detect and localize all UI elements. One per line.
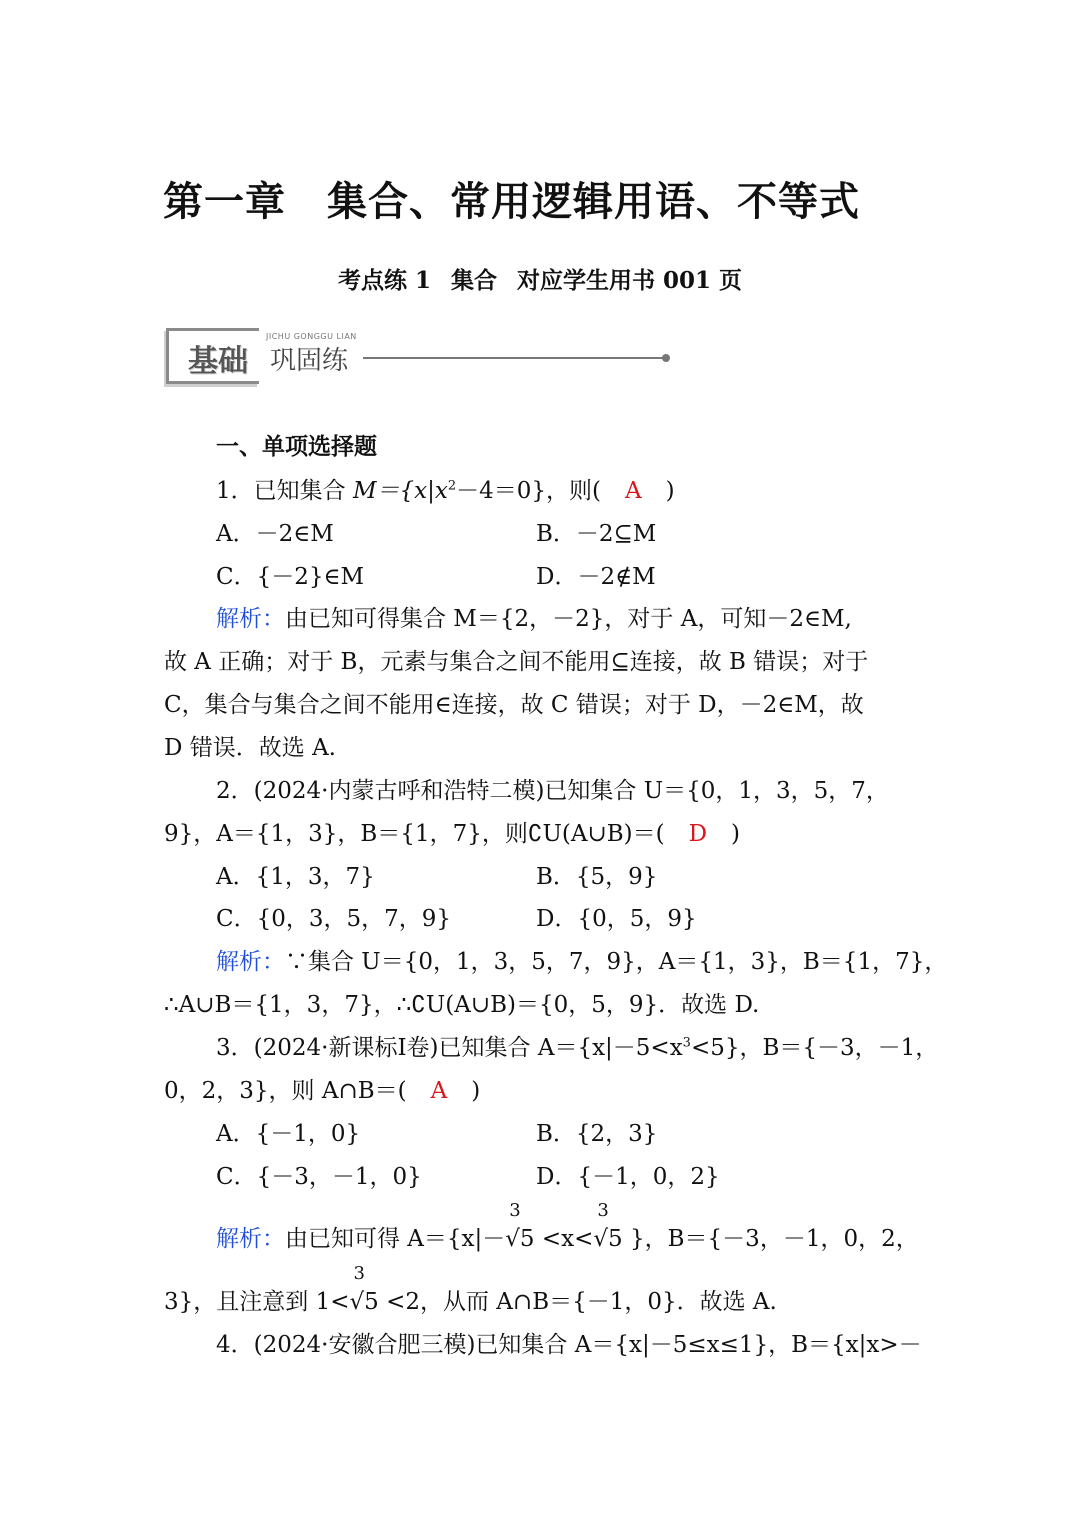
banner-big-text: 基础 (188, 344, 248, 379)
root-index-1: 3 (509, 1200, 521, 1221)
q2-option-a: A．{1，3，7} (216, 864, 375, 890)
q2-explanation-1 (216, 943, 947, 976)
q3-exp-text-1b: <x< (534, 1226, 594, 1252)
q1-stem (216, 472, 675, 505)
root-symbol-3: √5 (349, 1289, 379, 1315)
q2-option-b: B．{5，9} (536, 864, 658, 890)
q3-close: ) (471, 1078, 481, 1104)
q2-number: 2． (216, 778, 254, 804)
q1-explanation-3: C，集合与集合之间不能用∈连接，故 C 错误；对于 D，－2∈M，故 (164, 692, 864, 718)
banner-small-text: 巩固练 (270, 346, 349, 376)
cube-root-2 (593, 1200, 623, 1252)
q3-exp-text-1a: 由已知可得 A＝{x|－ (285, 1226, 506, 1252)
q3-jiexi-label: 解析： (216, 1226, 285, 1252)
q1-exp-text-1: 由已知可得集合 M＝{2，－2}，对于 A，可知－2∈M, (285, 606, 852, 632)
chapter-title: 第一章 集合、常用逻辑用语、不等式 (163, 178, 860, 225)
q3-exponent: 3 (682, 1035, 691, 1051)
q3-option-d: D．{－1，0，2} (536, 1164, 720, 1190)
q4-stem-1 (216, 1326, 922, 1359)
section-title: 一、单项选择题 (216, 433, 377, 460)
q1-option-d: D．－2∉M (536, 564, 656, 590)
q3-stem-text-1b: <5}，B＝{－3，－1， (690, 1035, 939, 1061)
book-reference: 对应学生用书 001 页 (517, 267, 743, 294)
q3-stem-2 (164, 1072, 480, 1105)
q2-stem-2 (164, 815, 740, 848)
section-banner (160, 326, 680, 388)
banner-dot (662, 354, 670, 362)
q2-explanation-2: ∴A∪B＝{1，3，7}，∴∁U(A∪B)＝{0，5，9}．故选 D. (164, 992, 760, 1018)
q4-number: 4． (216, 1332, 254, 1358)
q1-exponent: 2 (447, 478, 457, 494)
section-subtitle (0, 262, 1080, 295)
banner-rule (363, 357, 663, 359)
q1-jiexi-label: 解析： (216, 606, 285, 632)
root-symbol-1: √5 (505, 1226, 535, 1252)
cube-root-1 (505, 1200, 535, 1252)
root-symbol-2: √5 (593, 1226, 623, 1252)
q1-close: ) (665, 478, 675, 504)
q4-stem-text-1: (2024·安徽合肥三模)已知集合 A＝{x|－5≤x≤1}，B＝{x|x>－ (253, 1332, 922, 1358)
q3-exp-text-2b: <2，从而 A∩B＝{－1，0}．故选 A. (378, 1289, 777, 1315)
q2-stem-1 (216, 772, 889, 805)
q3-option-a: A．{－1，0} (216, 1121, 361, 1147)
cube-root-3 (349, 1263, 379, 1315)
q1-set: M＝{x|x (352, 478, 448, 504)
q1-answer: A (624, 478, 642, 504)
q1-option-b: B．－2⊆M (536, 521, 657, 547)
q1-explanation-1 (216, 600, 852, 633)
q3-option-b: B．{2，3} (536, 1121, 658, 1147)
q1-option-a: A．－2∈M (216, 521, 334, 547)
q3-exp-text-2a: 3}，且注意到 1< (164, 1289, 350, 1315)
q1-number: 1． (216, 478, 254, 504)
q1-option-c: C．{－2}∈M (216, 564, 365, 590)
q3-explanation-1 (216, 1200, 919, 1253)
q2-stem-text-1: (2024·内蒙古呼和浩特二模)已知集合 U＝{0，1，3，5，7， (253, 778, 889, 804)
q3-option-c: C．{－3，－1，0} (216, 1164, 422, 1190)
q2-exp-text-1: ∵集合 U＝{0，1，3，5，7，9}，A＝{1，3}，B＝{1，7}， (285, 949, 948, 975)
q3-exp-text-1c: }，B＝{－3，－1，0，2， (622, 1226, 919, 1252)
banner-pinyin: JICHU GONGGU LIAN (266, 332, 357, 341)
q2-option-c: C．{0，3，5，7，9} (216, 906, 452, 932)
root-index-3: 3 (353, 1263, 365, 1284)
q2-option-d: D．{0，5，9} (536, 906, 697, 932)
q3-stem-text-1a: (2024·新课标Ⅰ卷)已知集合 A＝{x|－5<x (253, 1035, 683, 1061)
q1-pre: 已知集合 (253, 478, 353, 504)
q2-jiexi-label: 解析： (216, 949, 285, 975)
point-label: 考点练 1 (337, 267, 431, 294)
q1-explanation-2: 故 A 正确；对于 B，元素与集合之间不能用⊆连接，故 B 错误；对于 (164, 649, 869, 675)
root-index-2: 3 (597, 1200, 609, 1221)
q2-stem-text-2: 9}，A＝{1，3}，B＝{1，7}，则∁U(A∪B)＝( (164, 821, 665, 847)
q3-stem-text-2: 0，2，3}，则 A∩B＝( (164, 1078, 407, 1104)
q1-post: －4＝0}，则( (456, 478, 601, 504)
q3-answer: A (430, 1078, 448, 1104)
q2-close: ) (731, 821, 741, 847)
q1-explanation-4: D 错误．故选 A. (164, 735, 336, 761)
topic-label: 集合 (450, 267, 497, 294)
q2-answer: D (688, 821, 708, 847)
q3-number: 3． (216, 1035, 254, 1061)
q3-stem-1 (216, 1029, 938, 1062)
q3-explanation-2 (164, 1263, 777, 1316)
